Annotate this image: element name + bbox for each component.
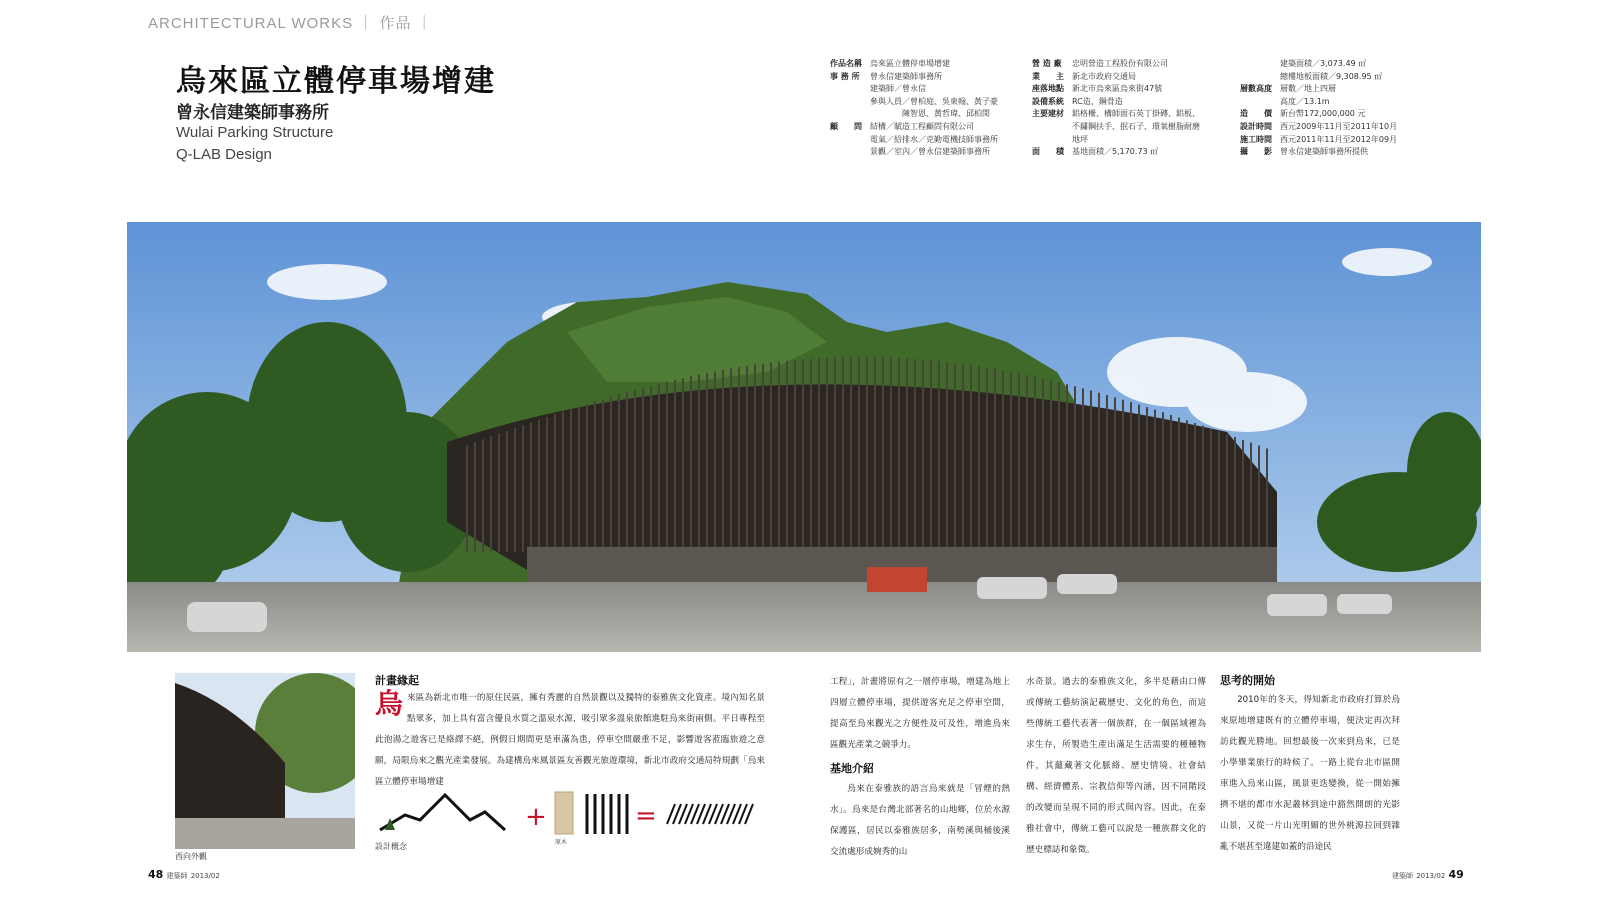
credits-column-2 <box>1032 58 1200 159</box>
credits-column-1 <box>830 58 998 159</box>
credit-row <box>1032 134 1200 147</box>
credit-value: 西元2011年11月至2012年09月 <box>1280 134 1398 144</box>
credit-row <box>830 108 998 121</box>
vertical-bars-icon <box>587 794 627 834</box>
excavator <box>867 567 927 592</box>
credit-value: 參與人員／曾柏庭、吳東翰、黃子豪 <box>870 96 998 106</box>
credit-value: 基地面積／5,170.73 ㎡ <box>1072 147 1159 157</box>
credit-label: 事 務 所 <box>830 71 860 81</box>
credit-row <box>1032 121 1200 134</box>
kicker-separator: ｜ <box>358 15 375 32</box>
credit-label: 設備系統 <box>1032 96 1064 106</box>
credit-label: 攝 影 <box>1240 147 1272 157</box>
credit-row <box>1032 58 1200 71</box>
column-4-text: 2010年的冬天，得知新北市政府打算於烏來原地增建既有的立體停車場，便決定再次拜訪此觀光勝地。回想最後一次來到烏來，已是小學畢業旅行的時候了。一路上從台北市區開車進入烏來山區，風景更迭變換，從一開始擁擠不堪的都市水泥叢林到途中豁然開朗的光影山景，又從一片山光明媚的世外桃源拉回到雜亂不堪甚至違建如蓋的沿途民 <box>1220 695 1400 852</box>
credit-label <box>1240 96 1280 109</box>
plus-sign-icon: + <box>525 802 547 832</box>
credit-row <box>830 71 998 84</box>
credit-label: 業 主 <box>1032 71 1064 81</box>
credit-row <box>830 121 998 134</box>
credit-row <box>1240 121 1397 134</box>
facade-fins-icon <box>667 804 753 824</box>
kicker-en: ARCHITECTURAL WORKS <box>148 15 354 32</box>
tree-icon <box>385 818 395 830</box>
credit-value: 結構／賦造工程顧問有限公司 <box>870 121 974 131</box>
equals-sign-icon: = <box>635 801 657 831</box>
credit-row <box>830 146 998 159</box>
credit-row <box>1240 134 1397 147</box>
credit-value: RC造、鋼骨造 <box>1072 96 1123 106</box>
credit-row <box>1240 58 1397 71</box>
credit-label: 施工時間 <box>1240 134 1272 144</box>
page-number-right: 49 <box>1448 868 1464 881</box>
credit-value: 景觀／室內／曾永信建築師事務所 <box>870 147 990 157</box>
firm-name-cn: 曾永信建築師事務所 <box>176 103 329 123</box>
credit-value: 新北市烏來區烏來街47號 <box>1072 84 1163 94</box>
credit-label <box>1032 134 1072 147</box>
credit-value: 總樓地板面積／9,308.95 ㎡ <box>1280 71 1383 81</box>
credit-label: 主要建材 <box>1032 109 1064 119</box>
drop-cap: 烏 <box>375 687 404 720</box>
credit-row <box>1032 108 1200 121</box>
credit-row <box>1240 71 1397 84</box>
article-column-3: 水奇景。過去的泰雅族文化，多半是藉由口傳或傳統工藝紡演記載歷史、文化的角色，而這些傳統工藝代表著一個族群，在一個區域裡為求生存，所製造生產出滿足生活需要的種種物件，其蘊藏著文化脈絡、歷史情境、社會結構、經濟體系、宗教信仰等內涵，因不同階段的改變而呈現不同的形式與內容。因此，在泰雅社會中，傳統工藝可以說是一種族群文化的歷史標誌和象徵。 <box>1026 677 1206 855</box>
credit-row <box>1240 146 1397 159</box>
folio-right <box>1392 868 1464 881</box>
credit-label <box>830 146 870 159</box>
credit-value: 曾永信建築師事務所提供 <box>1280 147 1368 157</box>
section-origin-text: 產。境內知名景點眾多，加上具有富含優良水質之溫泉水源，吸引眾多溫泉旅館進駐烏來街兩側。平日專程至此泡湯之遊客已是絡繹不絕，例假日期間更是車滿為患，停車空間嚴重不足，影響遊客蒞臨旅遊之意願，局限烏來之觀光產業發展。為建構烏來風景區友善觀光旅遊環境，新北市政府交通局特規劃「烏來區立體停車場增建 <box>375 693 765 787</box>
credit-label <box>1032 121 1072 134</box>
credit-label: 層數高度 <box>1240 84 1272 94</box>
folio-left <box>148 868 220 881</box>
credit-label <box>830 96 870 109</box>
credit-row <box>830 83 998 96</box>
credit-row <box>1032 71 1200 84</box>
publication-left: 建築師 <box>166 872 188 880</box>
issue-right: 2013/02 <box>1416 872 1446 880</box>
section-title-site: 基地介紹 <box>830 762 874 775</box>
credit-value: 不鏽鋼扶手、抿石子、環氧樹脂耐磨 <box>1072 121 1200 131</box>
article-column-4 <box>1220 672 1400 858</box>
credit-value: 新北市政府交通局 <box>1072 71 1136 81</box>
credit-label: 營 造 廠 <box>1032 59 1062 68</box>
credit-value: 建築面積／3,073.49 ㎡ <box>1280 59 1367 68</box>
kicker-end: ｜ <box>416 15 433 32</box>
credit-value: 高度／13.1m <box>1280 96 1330 106</box>
road <box>127 582 1481 652</box>
credit-value: 層數／地上四層 <box>1280 84 1336 94</box>
section-origin-lead: 來區為新北市唯一的原住民區，擁有秀麗的自然景觀以及獨特的泰雅族文化資 <box>407 693 704 703</box>
credit-row <box>1032 96 1200 109</box>
credit-value: 電氣／給排水／克勤電機技師事務所 <box>870 134 998 144</box>
section-title-beginning: 思考的開始 <box>1220 674 1275 687</box>
credit-row <box>830 58 998 71</box>
credit-value: 烏來區立體停車場增建 <box>870 59 950 68</box>
column-2-text-2: 烏來在泰雅族的語言烏來就是「冒煙的熱水」。烏來是台灣北部著名的山地鄉，位於水源保護區，居民以泰雅族居多，南勢溪與桶後溪交流處形成婉秀的山 <box>830 784 1010 857</box>
credit-label: 造 價 <box>1240 109 1272 119</box>
credit-label: 座落地點 <box>1032 84 1064 94</box>
page-number-left: 48 <box>148 868 164 881</box>
credit-row <box>1240 108 1397 121</box>
credit-value: 新台幣172,000,000 元 <box>1280 109 1366 119</box>
credit-value: 鋁格柵、構師面石英丁掛磚、鋁板、 <box>1072 109 1200 119</box>
column-2-text-1: 工程」，計畫將原有之一層停車場，增建為地上四層立體停車場，提供遊客充足之停車空間，提高至烏來觀光之方便性及可及性，增進烏來區觀光產業之競爭力。 <box>830 677 1010 750</box>
thumbnail-caption: 西向外觀 <box>175 852 207 861</box>
wood-caption: 原木 <box>555 839 568 846</box>
credit-row <box>830 134 998 147</box>
credit-value: 地坪 <box>1072 134 1088 144</box>
credit-label <box>830 134 870 147</box>
project-title-cn: 烏來區立體停車場增建 <box>176 64 496 99</box>
credit-label <box>830 108 870 121</box>
credit-row <box>1032 83 1200 96</box>
publication-right: 建築師 <box>1392 872 1413 880</box>
article-column-2 <box>830 672 1010 863</box>
issue-left: 2013/02 <box>190 872 220 880</box>
credit-value: 西元2009年11月至2011年10月 <box>1280 121 1398 131</box>
credit-row <box>1240 83 1397 96</box>
firm-name-en: Q-LAB Design <box>176 146 272 163</box>
credit-row <box>830 96 998 109</box>
credit-label: 顧 問 <box>830 121 862 131</box>
design-concept-diagram <box>375 790 765 840</box>
concept-caption: 設計概念 <box>375 842 407 851</box>
project-title-en: Wulai Parking Structure <box>176 124 334 141</box>
credit-label <box>1240 58 1280 71</box>
section-title-origin: 計畫緣起 <box>375 674 419 687</box>
credits-column-3 <box>1240 58 1397 159</box>
credit-label: 設計時間 <box>1240 121 1272 131</box>
credit-row <box>1240 96 1397 109</box>
panorama-photo <box>127 222 1481 652</box>
credit-value: 建築師／曾永信 <box>870 84 926 94</box>
credit-value: 陳智恩、黃哲瑋、邱柏閔 <box>870 109 990 119</box>
kicker-cn: 作品 <box>379 15 412 32</box>
credit-label <box>830 83 870 96</box>
west-view-thumbnail <box>175 673 355 849</box>
credit-row <box>1032 146 1200 159</box>
credit-value: 曾永信建築師事務所 <box>870 71 942 81</box>
section-kicker <box>148 12 433 33</box>
credit-label: 作品名稱 <box>830 59 862 68</box>
wood-plank-icon <box>555 792 573 834</box>
credit-value: 忠明營造工程股份有限公司 <box>1072 59 1168 68</box>
credit-label <box>1240 71 1280 84</box>
section-origin-body <box>375 688 765 793</box>
credit-label: 面 積 <box>1032 147 1064 157</box>
mountain-sketch-icon <box>380 795 505 830</box>
